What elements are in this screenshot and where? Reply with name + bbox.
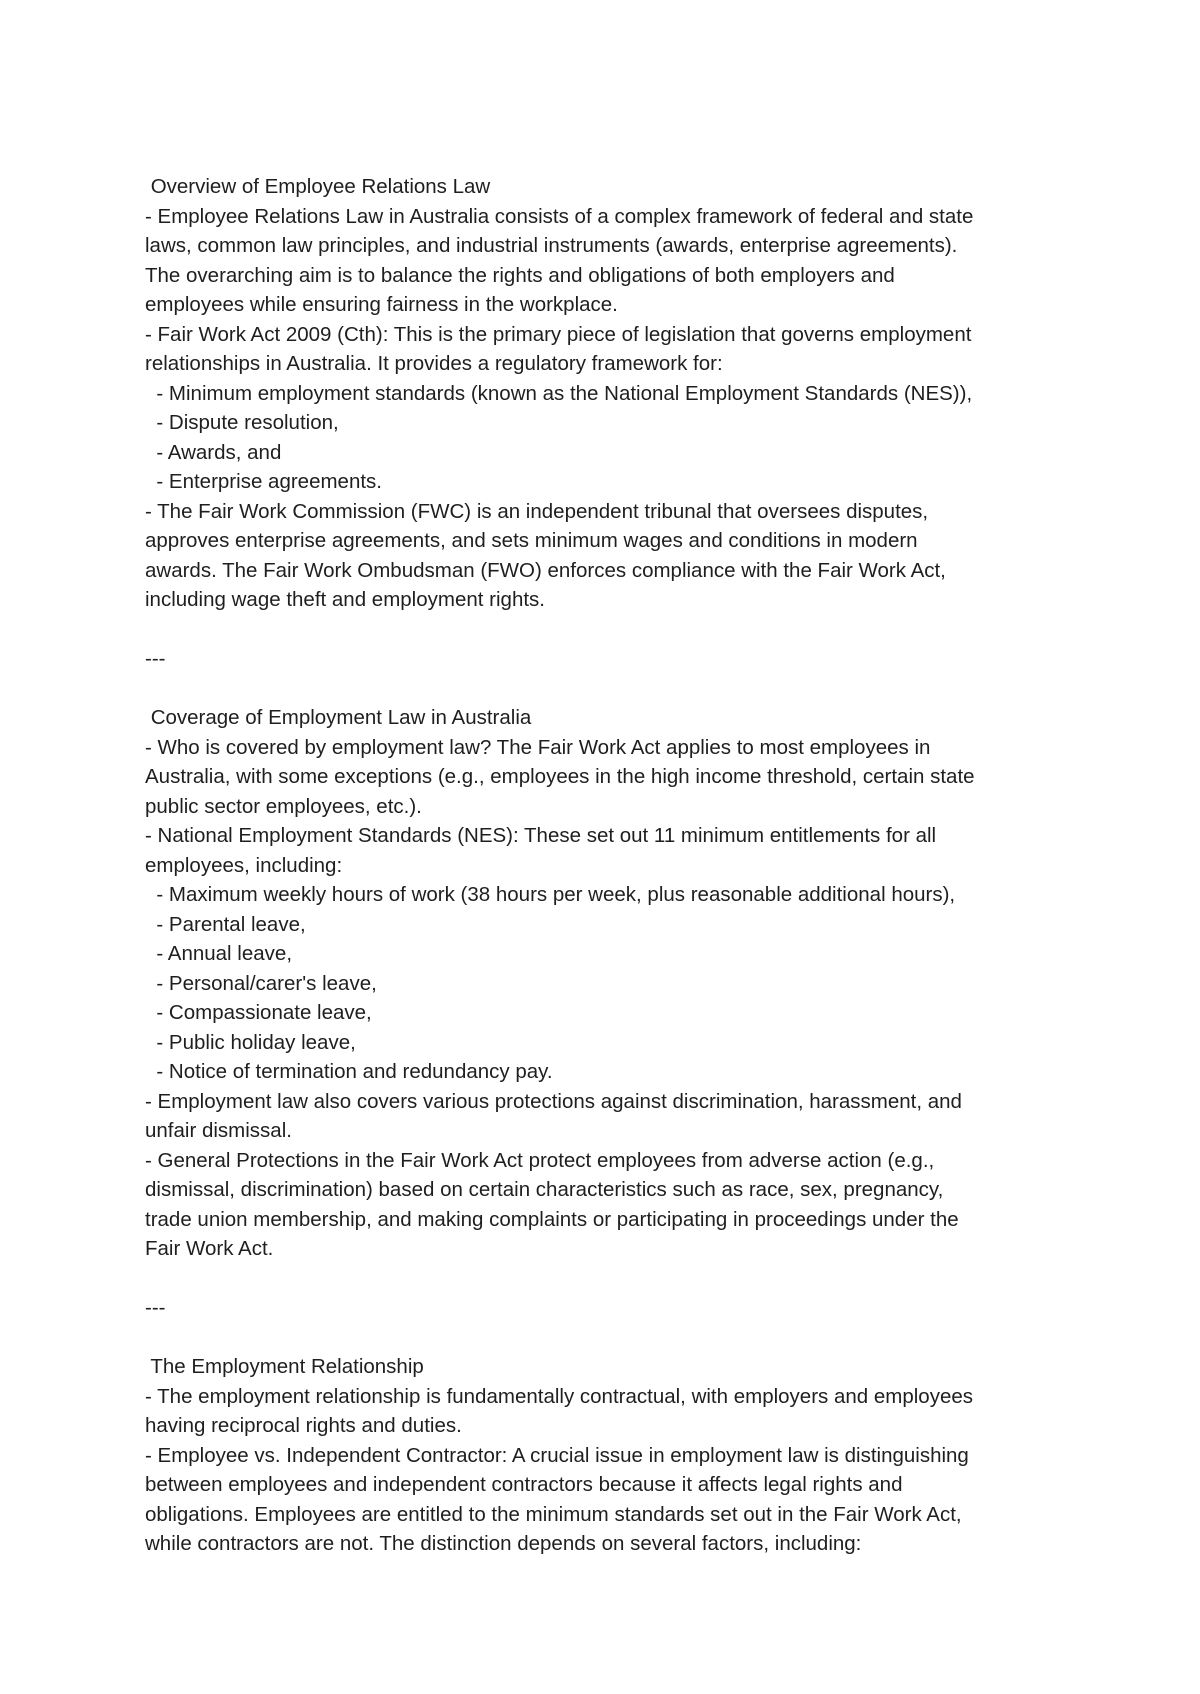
text-line: awards. The Fair Work Ombudsman (FWO) enforces compliance with the Fair Work Act,: [145, 558, 946, 582]
section-block: [145, 172, 1085, 615]
section-divider: [145, 644, 1085, 674]
text-line: - Employment law also covers various protections against discrimination, harassment, and: [145, 1089, 962, 1113]
text-line: - Enterprise agreements.: [145, 470, 382, 493]
text-line: - Who is covered by employment law? The Fair Work Act applies to most employees in: [145, 735, 931, 759]
divider-text: ---: [145, 1296, 166, 1319]
text-line: employees, including:: [145, 853, 343, 877]
document-body: [145, 172, 1085, 1559]
text-line: between employees and independent contractors because it affects legal rights and: [145, 1473, 903, 1496]
section-block: [145, 1352, 1085, 1559]
text-line: - Awards, and: [145, 440, 282, 464]
divider-text: ---: [145, 647, 166, 670]
text-line: - Fair Work Act 2009 (Cth): This is the primary piece of legislation that governs employment: [145, 322, 972, 346]
text-line: - General Protections in the Fair Work Act protect employees from adverse action (e.g.,: [145, 1148, 935, 1172]
text-line: unfair dismissal.: [145, 1119, 292, 1142]
section-divider: [145, 1293, 1085, 1323]
text-line: including wage theft and employment rights.: [145, 588, 545, 611]
section-heading: The Employment Relationship: [145, 1355, 424, 1378]
text-line: approves enterprise agreements, and sets minimum wages and conditions in modern: [145, 529, 918, 552]
text-line: relationships in Australia. It provides a regulatory framework for:: [145, 352, 723, 375]
text-line: - Notice of termination and redundancy pay.: [145, 1060, 553, 1083]
paragraph-gap: [145, 674, 1085, 704]
paragraph-gap: [145, 615, 1085, 645]
text-line: - Employee vs. Independent Contractor: A crucial issue in employment law is distinguishing: [145, 1443, 969, 1467]
section-heading: Coverage of Employment Law in Australia: [145, 706, 532, 729]
text-line: - Public holiday leave,: [145, 1030, 356, 1054]
text-line: employees while ensuring fairness in the workplace.: [145, 293, 618, 316]
text-line: having reciprocal rights and duties.: [145, 1414, 462, 1437]
text-line: - The Fair Work Commission (FWC) is an independent tribunal that oversees disputes,: [145, 499, 929, 523]
paragraph-gap: [145, 1323, 1085, 1353]
text-line: obligations. Employees are entitled to the minimum standards set out in the Fair Work Act,: [145, 1502, 962, 1526]
section-heading: Overview of Employee Relations Law: [145, 175, 491, 198]
text-line: Fair Work Act.: [145, 1237, 274, 1260]
text-line: while contractors are not. The distinction depends on several factors, including:: [145, 1532, 862, 1555]
text-line: laws, common law principles, and industrial instruments (awards, enterprise agreements).: [145, 234, 958, 257]
text-line: - Personal/carer's leave,: [145, 971, 377, 995]
text-line: - Minimum employment standards (known as the National Employment Standards (NES)),: [145, 381, 973, 405]
text-line: - Annual leave,: [145, 942, 293, 965]
text-line: - Compassionate leave,: [145, 1001, 372, 1024]
text-line: - National Employment Standards (NES): These set out 11 minimum entitlements for all: [145, 824, 937, 847]
text-line: - The employment relationship is fundamentally contractual, with employers and employees: [145, 1384, 974, 1408]
text-line: - Parental leave,: [145, 912, 306, 936]
text-line: trade union membership, and making complaints or participating in proceedings under the: [145, 1207, 959, 1231]
text-line: The overarching aim is to balance the rights and obligations of both employers and: [145, 263, 895, 287]
paragraph-gap: [145, 1264, 1085, 1294]
text-line: dismissal, discrimination) based on certain characteristics such as race, sex, pregnancy,: [145, 1178, 944, 1201]
text-line: - Maximum weekly hours of work (38 hours per week, plus reasonable additional hours),: [145, 883, 956, 906]
text-line: - Dispute resolution,: [145, 411, 339, 434]
text-line: Australia, with some exceptions (e.g., employees in the high income threshold, certain state: [145, 765, 975, 788]
text-line: - Employee Relations Law in Australia consists of a complex framework of federal and state: [145, 204, 974, 228]
text-line: public sector employees, etc.).: [145, 794, 422, 818]
section-block: [145, 703, 1085, 1264]
